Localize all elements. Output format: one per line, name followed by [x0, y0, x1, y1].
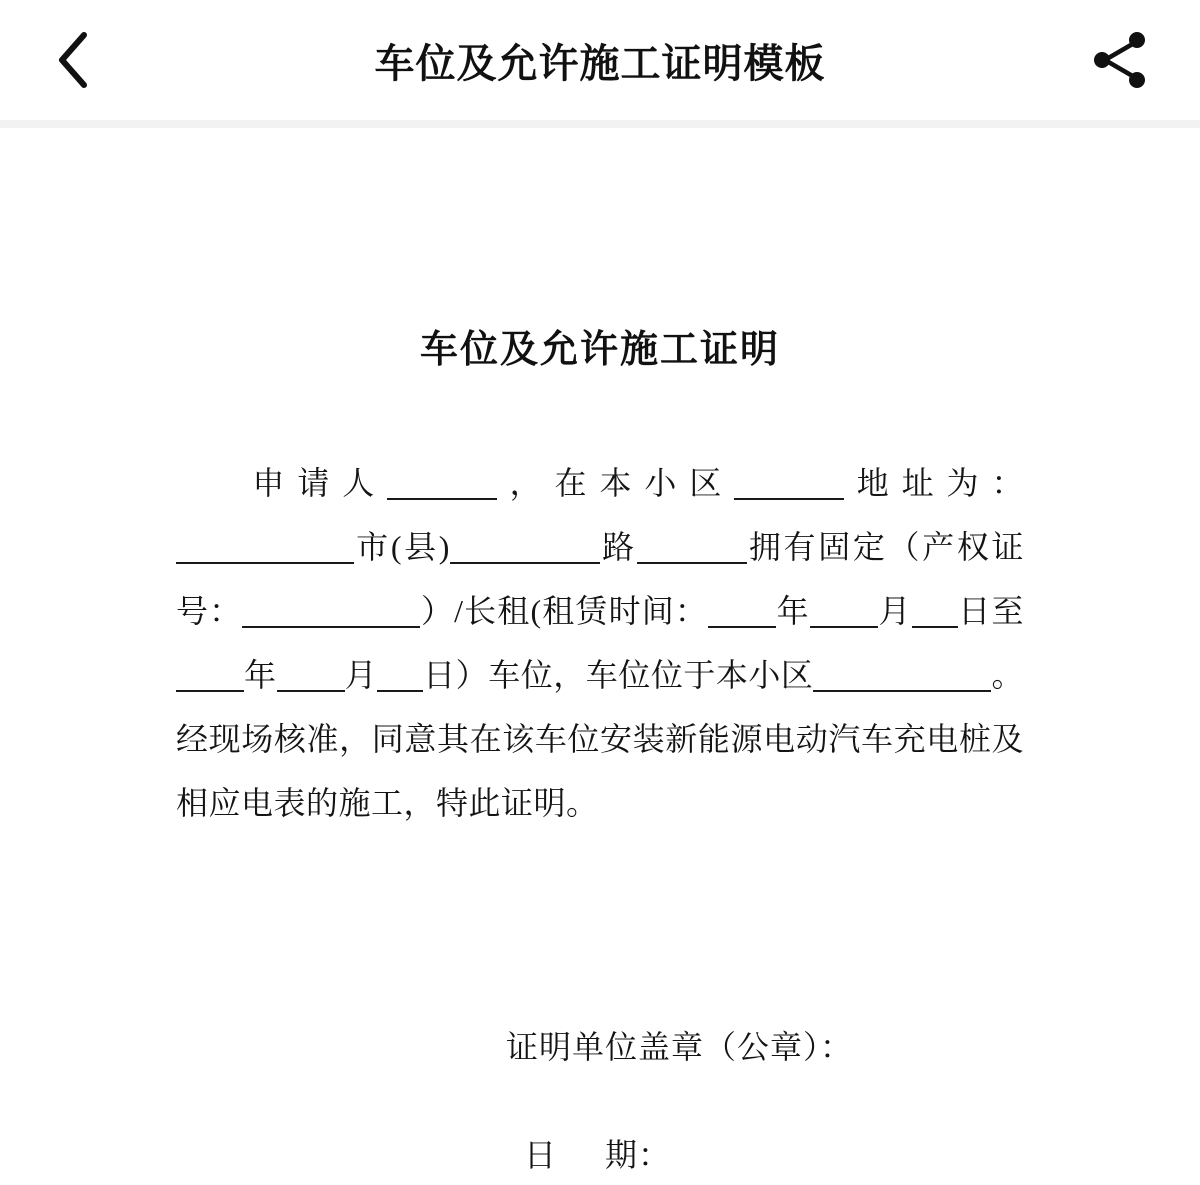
- blank-city-county: [450, 562, 600, 564]
- blank-community-name: [734, 498, 844, 500]
- text-year-2: 年: [244, 657, 277, 693]
- page-title: 车位及允许施工证明模板: [374, 41, 826, 86]
- certificate-body-paragraph: [176, 451, 1024, 835]
- text-in-community: ，在本小区: [497, 465, 735, 501]
- blank-address: [176, 562, 354, 564]
- text-address-label: 地址为：: [844, 465, 1024, 501]
- share-button[interactable]: [1088, 28, 1152, 92]
- blank-lease-end-year: [176, 690, 244, 692]
- blank-property-certificate-no: [242, 626, 420, 628]
- text-city: 市: [354, 529, 391, 565]
- blank-applicant-name: [387, 498, 497, 500]
- title-gap: [176, 373, 1024, 451]
- seal-date-gap: [176, 1079, 1024, 1125]
- text-period-mark: 。: [991, 657, 1024, 693]
- text-month-2: 月: [344, 657, 378, 693]
- blank-lease-start-day: [912, 626, 958, 628]
- top-spacer: [176, 128, 1024, 318]
- text-own-fixed: 拥有固定（产权证号：: [176, 529, 1024, 629]
- text-paren-open: (: [390, 529, 402, 565]
- share-icon: [1090, 30, 1150, 90]
- text-parking-location: 日）车位，车位位于本小区: [423, 657, 814, 693]
- chevron-left-icon: [54, 29, 94, 91]
- text-applicant-label: 申请人: [240, 465, 388, 501]
- text-paren-close: ): [438, 529, 450, 565]
- text-approval-statement: 经现场核准，同意其在该车位安装新能源电动汽车充电桩及相应电表的施工，特此证明。: [176, 721, 1024, 821]
- text-road: 路: [599, 529, 637, 565]
- date-label-char-1: 日: [524, 1137, 558, 1173]
- back-button[interactable]: [44, 30, 104, 90]
- top-navigation-bar: [0, 0, 1200, 120]
- date-label: [176, 1125, 1024, 1185]
- text-year-1: 年: [776, 593, 810, 629]
- blank-lease-start-year: [708, 626, 776, 628]
- body-footer-gap: [176, 835, 1024, 1015]
- seal-label: 证明单位盖章（公章）：: [506, 1029, 854, 1065]
- blank-road: [637, 562, 747, 564]
- text-county: 县: [401, 529, 439, 565]
- blank-lease-end-month: [277, 690, 345, 692]
- date-label-char-2: 期：: [605, 1137, 672, 1173]
- blank-lease-end-day: [377, 690, 423, 692]
- document-content: [0, 128, 1200, 1185]
- text-long-lease: ）/长租(租赁时间：: [420, 593, 709, 629]
- blank-lease-start-month: [810, 626, 878, 628]
- document-title: 车位及允许施工证明: [419, 329, 780, 371]
- header-divider: [0, 120, 1200, 128]
- blank-parking-location: [813, 690, 991, 692]
- text-month-1: 月: [877, 593, 912, 629]
- text-day-to: 日至: [957, 593, 1024, 629]
